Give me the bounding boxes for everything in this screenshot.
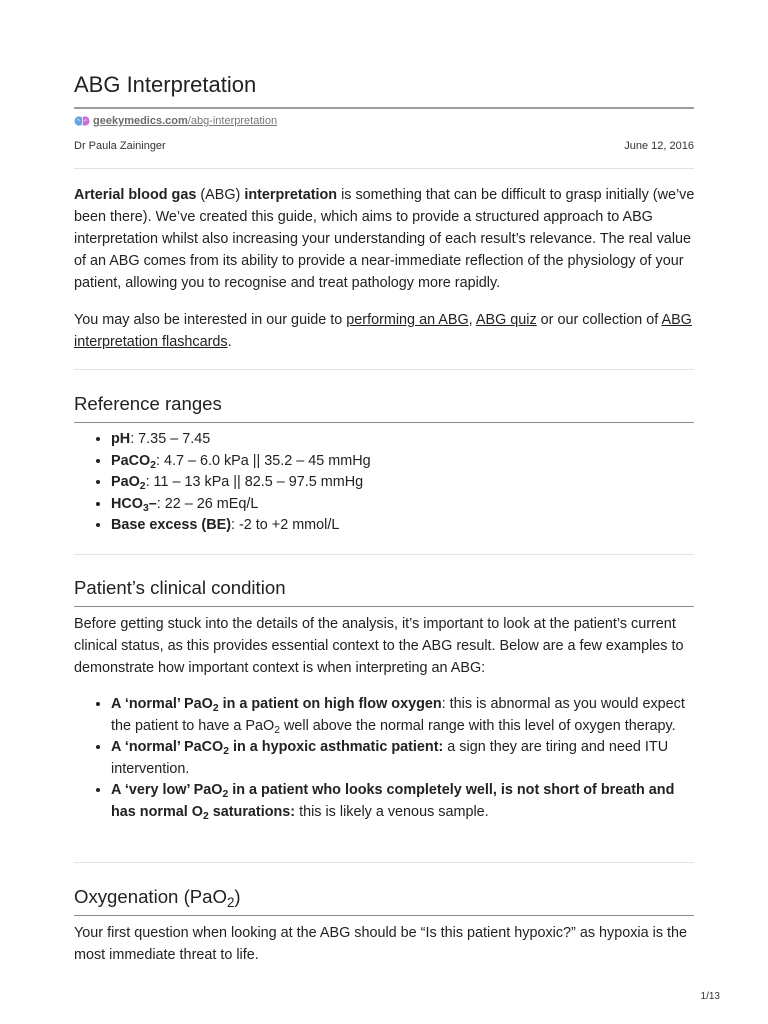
author-name: Dr Paula Zaininger (74, 140, 166, 152)
abg-quiz-link[interactable]: ABG quiz (475, 312, 537, 328)
heading-divider (74, 606, 694, 607)
source-domain: geekymedics.com (93, 115, 188, 127)
range-value: : -2 to +2 mmol/L (231, 517, 340, 533)
example-subscript: 2 (222, 789, 229, 801)
page-number: 1/13 (700, 991, 720, 1002)
clinical-examples-list (74, 694, 694, 823)
range-label (111, 496, 157, 512)
range-label: Base excess (BE) (111, 517, 231, 533)
example-text: : this is abnormal as you would expect the patient to have a PaO (111, 696, 685, 734)
related-guides-paragraph (74, 309, 696, 353)
example-bold (111, 739, 444, 758)
list-item (111, 429, 694, 451)
range-label-charge: – (148, 495, 157, 512)
related-text-2: , (468, 312, 476, 328)
list-item (111, 780, 694, 823)
abg-flashcards-link[interactable]: ABG interpretation flashcards (74, 312, 692, 350)
meta-divider (74, 168, 694, 169)
example-subscript: 2 (202, 810, 209, 822)
heading-divider (74, 422, 694, 423)
section-separator (74, 369, 694, 370)
oxygenation-paragraph: Your first question when looking at the ABG should be “Is this patient hypoxic?” as hypoxia is the most immediate threat to life. (74, 925, 688, 963)
range-value: : 11 – 13 kPa || 82.5 – 97.5 mmHg (145, 474, 364, 490)
range-label-subscript: 2 (139, 481, 146, 493)
example-text: a sign they are tiring and need ITU intervention. (111, 739, 669, 777)
range-label-subscript: 2 (150, 459, 156, 471)
related-text-1: You may also be interested in our guide to (74, 312, 347, 328)
intro-bold-abg: Arterial blood gas (74, 187, 197, 203)
list-item (111, 451, 694, 473)
range-label-text: PaO (111, 474, 140, 490)
example-text: this is likely a venous sample. (295, 803, 489, 820)
example-bold-text: in a hypoxic asthmatic patient: (229, 739, 444, 755)
range-label (111, 474, 146, 493)
brain-logo-icon (74, 115, 90, 127)
range-value: : 4.7 – 6.0 kPa || 35.2 – 45 mmHg (155, 452, 371, 469)
example-bold-text: in a patient who looks completely well, is not short of breath and has normal O (111, 782, 675, 820)
section-separator (74, 862, 694, 863)
example-subscript: 2 (223, 746, 229, 758)
range-label (111, 453, 156, 469)
related-text-4: . (227, 334, 232, 350)
list-item (111, 737, 694, 780)
source-path: /abg-interpretation (187, 115, 278, 127)
example-bold-text: A ‘normal’ PaCO (111, 739, 224, 755)
heading-divider (74, 915, 694, 916)
range-value: : 7.35 – 7.45 (130, 431, 211, 447)
performing-abg-link[interactable]: performing an ABG (346, 312, 469, 328)
publish-date: June 12, 2016 (624, 140, 694, 152)
oxygenation-heading-subscript: 2 (226, 895, 235, 911)
example-bold-text: A ‘very low’ PaO (111, 782, 223, 798)
intro-bold-interpretation: interpretation (244, 187, 338, 203)
clinical-condition-heading: Patient’s clinical condition (74, 577, 286, 598)
list-item (111, 515, 694, 537)
intro-text-1: (ABG) (196, 187, 245, 203)
clinical-intro-paragraph: Before getting stuck into the details of the analysis, it’s important to look at the patient’s current clinical status, as this provides essential context to the ABG result. Below are a few examples to demonstrate how important context is when interpreting an ABG: (74, 616, 684, 676)
list-item (111, 494, 694, 516)
related-text-3: or our collection of (536, 312, 662, 328)
list-item (111, 694, 694, 737)
example-bold-text: A ‘normal’ PaO (111, 696, 213, 712)
example-text: well above the normal range with this level of oxygen therapy. (279, 717, 676, 734)
range-label: pH (111, 431, 131, 447)
range-label-subscript: 3 (142, 502, 149, 514)
example-bold-text: in a patient on high flow oxygen (218, 696, 442, 712)
range-label-text: HCO (111, 495, 143, 512)
range-label-text: PaCO (111, 452, 151, 469)
oxygenation-heading-text: Oxygenation (PaO (74, 886, 227, 907)
example-subscript: 2 (274, 724, 280, 736)
intro-text-2: is something that can be difficult to grasp initially (we’ve been there). We’ve created this guide, which aims to provide a structured approach to ABG interpretation whilst also increasing your understanding of each result’s relevance. The real value of an ABG comes from its ability to provide a near-immediate reflection of the physiology of your patient, allowing you to recognise and treat pathology more rapidly. (74, 187, 695, 291)
page-title: ABG Interpretation (74, 72, 257, 97)
oxygenation-heading-end: ) (234, 886, 241, 907)
oxygenation-heading (74, 884, 241, 910)
range-value: : 22 – 26 mEq/L (156, 495, 259, 512)
section-separator (74, 554, 694, 555)
source-link[interactable] (93, 113, 277, 129)
source-line (74, 113, 277, 129)
intro-paragraph (74, 184, 696, 294)
article-meta (74, 138, 694, 154)
reference-ranges-heading: Reference ranges (74, 393, 222, 414)
example-subscript: 2 (212, 703, 219, 715)
title-divider (74, 107, 694, 109)
example-bold (111, 696, 442, 715)
example-bold-text: saturations: (208, 803, 296, 820)
reference-ranges-list (74, 429, 694, 537)
list-item (111, 472, 694, 494)
